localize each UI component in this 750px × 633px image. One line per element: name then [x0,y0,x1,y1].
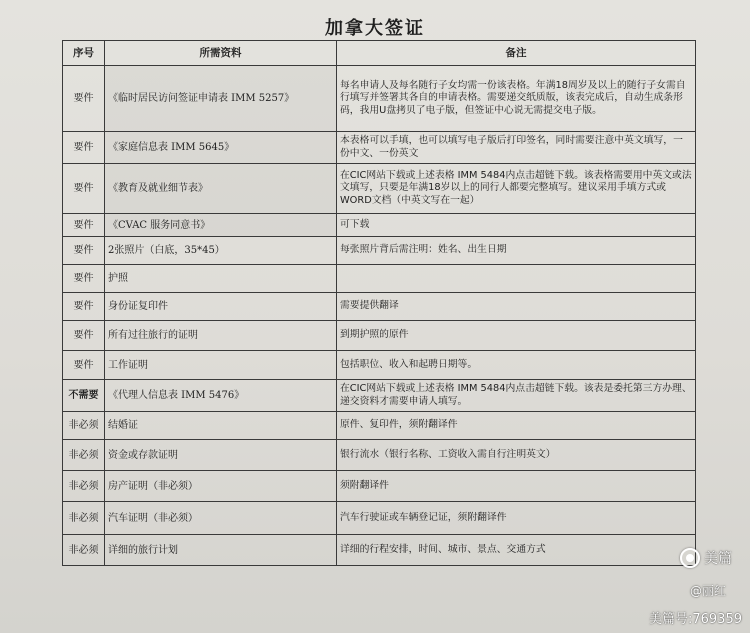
row-note: 详细的行程安排，时间、城市、景点、交通方式 [337,535,696,566]
table-header-row [63,41,696,66]
row-note: 原件、复印件，须附翻译件 [337,412,696,440]
row-note: 每名申请人及每名随行子女均需一份该表格。年满18周岁及以上的随行子女需自行填写并签署其各自的申请表格。需要递交纸质版，该表完成后，自动生成条形码，我用U盘拷贝了电子版，但签证中心说无需提交电子版。 [337,66,696,132]
table-row [63,412,696,440]
watermark-brand-text: 美篇 [704,551,732,567]
table-row [63,321,696,351]
meipian-logo-icon [680,548,700,568]
row-document: 资金或存款证明 [105,440,337,471]
table-row [63,237,696,265]
row-status: 非必须 [63,535,105,566]
row-note: 可下载 [337,214,696,237]
row-status: 要件 [63,237,105,265]
watermark-brand [680,548,732,568]
row-document: 《临时居民访问签证申请表 IMM 5257》 [105,66,337,132]
row-document: 《教育及就业细节表》 [105,164,337,214]
table-row [63,351,696,380]
requirements-table [62,40,696,566]
table-row [63,214,696,237]
row-document: 《CVAC 服务同意书》 [105,214,337,237]
row-note: 本表格可以手填，也可以填写电子版后打印签名，同时需要注意中英文填写，一份中文、一份英文 [337,132,696,164]
row-document: 所有过往旅行的证明 [105,321,337,351]
row-note: 到期护照的原件 [337,321,696,351]
row-status: 要件 [63,321,105,351]
row-status: 要件 [63,132,105,164]
table-row [63,293,696,321]
table-row [63,265,696,293]
row-document: 身份证复印件 [105,293,337,321]
table-row [63,502,696,535]
row-document: 护照 [105,265,337,293]
header-required-documents: 所需资料 [105,41,337,66]
row-note: 在CIC网站下载或上述表格 IMM 5484内点击超链下载。该表是委托第三方办理、递交资料才需要申请人填写。 [337,380,696,412]
row-note: 包括职位、收入和起聘日期等。 [337,351,696,380]
row-status: 要件 [63,214,105,237]
table-row [63,440,696,471]
row-note: 需要提供翻译 [337,293,696,321]
row-note: 银行流水（银行名称、工资收入需自行注明英文） [337,440,696,471]
row-document: 2张照片（白底，35*45） [105,237,337,265]
row-status: 要件 [63,351,105,380]
header-notes: 备注 [337,41,696,66]
row-status: 要件 [63,293,105,321]
row-document: 房产证明（非必须） [105,471,337,502]
row-note: 须附翻译件 [337,471,696,502]
row-status: 要件 [63,66,105,132]
table-row [63,535,696,566]
row-status: 要件 [63,265,105,293]
row-document: 《代理人信息表 IMM 5476》 [105,380,337,412]
table-row [63,380,696,412]
table-row [63,66,696,132]
row-note: 汽车行驶证或车辆登记证，须附翻译件 [337,502,696,535]
row-note: 在CIC网站下载或上述表格 IMM 5484内点击超链下载。该表格需要用中英文或法文填写，只要是年满18岁以上的同行人都要完整填写。建议采用手填方式或WORD文档（中英文写在一起） [337,164,696,214]
row-status: 非必须 [63,440,105,471]
row-status: 非必须 [63,412,105,440]
document-title: 加拿大签证 [325,18,425,39]
row-document: 汽车证明（非必须） [105,502,337,535]
row-note [337,265,696,293]
watermark-author: @丽红 [689,584,726,598]
row-status: 非必须 [63,502,105,535]
row-document: 结婚证 [105,412,337,440]
row-status: 不需要 [63,380,105,412]
row-document: 详细的旅行计划 [105,535,337,566]
watermark-id: 美篇号:769359 [648,612,742,627]
table-row [63,164,696,214]
header-number: 序号 [63,41,105,66]
row-document: 工作证明 [105,351,337,380]
row-status: 要件 [63,164,105,214]
row-note: 每张照片背后需注明：姓名、出生日期 [337,237,696,265]
row-status: 非必须 [63,471,105,502]
table-row [63,132,696,164]
row-document: 《家庭信息表 IMM 5645》 [105,132,337,164]
table-row [63,471,696,502]
